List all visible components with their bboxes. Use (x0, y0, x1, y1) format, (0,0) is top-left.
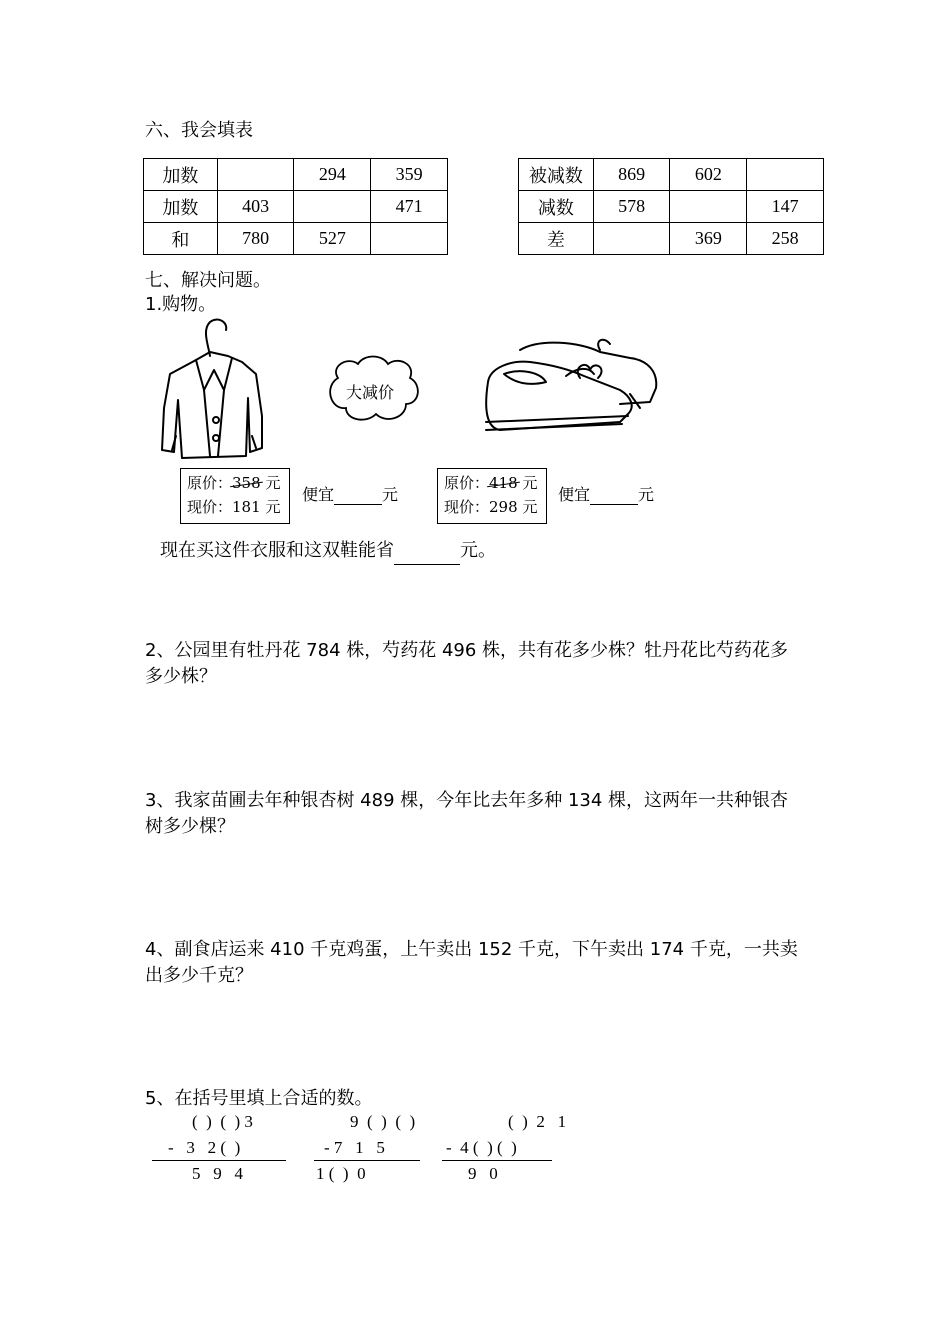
q2-line2: 多少株？ (145, 666, 217, 687)
cheaper-label: 便宜 (302, 485, 335, 504)
now-price-value: 298 (489, 498, 518, 516)
subtraction-problem-2 (312, 1112, 424, 1188)
table-cell: 被减数 (519, 159, 594, 191)
table-cell: 258 (747, 223, 824, 255)
subtraction-problem-3 (442, 1112, 602, 1188)
section6-title: 六、我会填表 (145, 120, 253, 141)
table-cell[interactable] (294, 191, 371, 223)
coat-cheaper-answer (302, 482, 398, 505)
table-cell: 369 (670, 223, 747, 255)
q4-line2: 出多少千克？ (145, 965, 253, 986)
shoes-price-box (437, 468, 547, 524)
table-cell: 减数 (519, 191, 594, 223)
table-cell: 加数 (144, 159, 218, 191)
table-cell: 602 (670, 159, 747, 191)
problem-middle-row: - 7 1 5 (324, 1138, 385, 1157)
answer-line (314, 1160, 420, 1161)
cheaper-unit: 元 (382, 485, 399, 504)
price-unit: 元 (265, 474, 281, 492)
now-price-value: 181 (232, 498, 261, 516)
q3-line2: 树多少棵？ (145, 816, 235, 837)
cheaper-unit: 元 (638, 485, 655, 504)
subtraction-problem-1 (150, 1112, 290, 1188)
problem-bottom-row[interactable]: 1 ( ) 0 (316, 1164, 366, 1183)
summary-text: 现在买这件衣服和这双鞋能省 (160, 540, 394, 561)
section7-title: 七、解决问题。 (145, 270, 271, 291)
problem-top-row[interactable]: ( ) ( ) 3 (192, 1112, 253, 1131)
q1-summary (160, 538, 496, 565)
answer-blank[interactable] (334, 485, 382, 505)
now-price-label: 现价： (187, 498, 233, 516)
table-cell: 869 (593, 159, 670, 191)
table-cell: 527 (294, 223, 371, 255)
problem-bottom-row: 5 9 4 (192, 1164, 243, 1183)
now-price-label: 现价： (444, 498, 490, 516)
table-cell: 加数 (144, 191, 218, 223)
problem-middle-row[interactable]: - 3 2 ( ) (168, 1138, 241, 1157)
price-unit: 元 (522, 498, 538, 516)
table-cell: 和 (144, 223, 218, 255)
table-cell[interactable] (217, 159, 294, 191)
price-unit: 元 (522, 474, 538, 492)
table-cell[interactable] (670, 191, 747, 223)
shoes-image (480, 338, 664, 442)
price-unit: 元 (265, 498, 281, 516)
table-cell: 294 (294, 159, 371, 191)
coat-image (158, 316, 270, 466)
problem-bottom-row: 9 0 (468, 1164, 498, 1183)
table-cell[interactable] (371, 223, 448, 255)
table-cell: 578 (593, 191, 670, 223)
q4-line1: 4、副食店运来 410 千克鸡蛋，上午卖出 152 千克，下午卖出 174 千克，一共卖 (145, 939, 798, 960)
coat-price-box (180, 468, 290, 524)
orig-price-label: 原价： (444, 474, 490, 492)
orig-price-value: 418 (489, 471, 518, 495)
summary-unit: 元。 (460, 540, 496, 561)
answer-blank[interactable] (394, 538, 460, 565)
answer-line (442, 1160, 552, 1161)
q5-title: 5、在括号里填上合适的数。 (145, 1088, 373, 1109)
table-cell: 403 (217, 191, 294, 223)
problem-top-row[interactable]: ( ) 2 1 (508, 1112, 567, 1131)
table-cell: 147 (747, 191, 824, 223)
cloud-text: 大减价 (346, 383, 395, 402)
table-cell[interactable] (593, 223, 670, 255)
subtraction-table (518, 158, 824, 255)
problem-top-row[interactable]: 9 ( ) ( ) (350, 1112, 416, 1131)
table-cell[interactable] (747, 159, 824, 191)
q2-line1: 2、公园里有牡丹花 784 株，芍药花 496 株，共有花多少株？牡丹花比芍药花多 (145, 640, 789, 661)
orig-price-label: 原价： (187, 474, 233, 492)
answer-line (152, 1160, 286, 1161)
cheaper-label: 便宜 (558, 485, 591, 504)
q1-title: 1.购物。 (145, 294, 217, 315)
q3-line1: 3、我家苗圃去年种银杏树 489 棵，今年比去年多种 134 棵，这两年一共种银杏 (145, 790, 789, 811)
table-cell: 471 (371, 191, 448, 223)
answer-blank[interactable] (590, 485, 638, 505)
problem-middle-row[interactable]: - 4 ( ) ( ) (446, 1138, 517, 1157)
table-cell: 359 (371, 159, 448, 191)
table-cell: 780 (217, 223, 294, 255)
shoes-cheaper-answer (558, 482, 654, 505)
addition-table (143, 158, 448, 255)
table-cell: 差 (519, 223, 594, 255)
orig-price-value: 358 (232, 471, 261, 495)
